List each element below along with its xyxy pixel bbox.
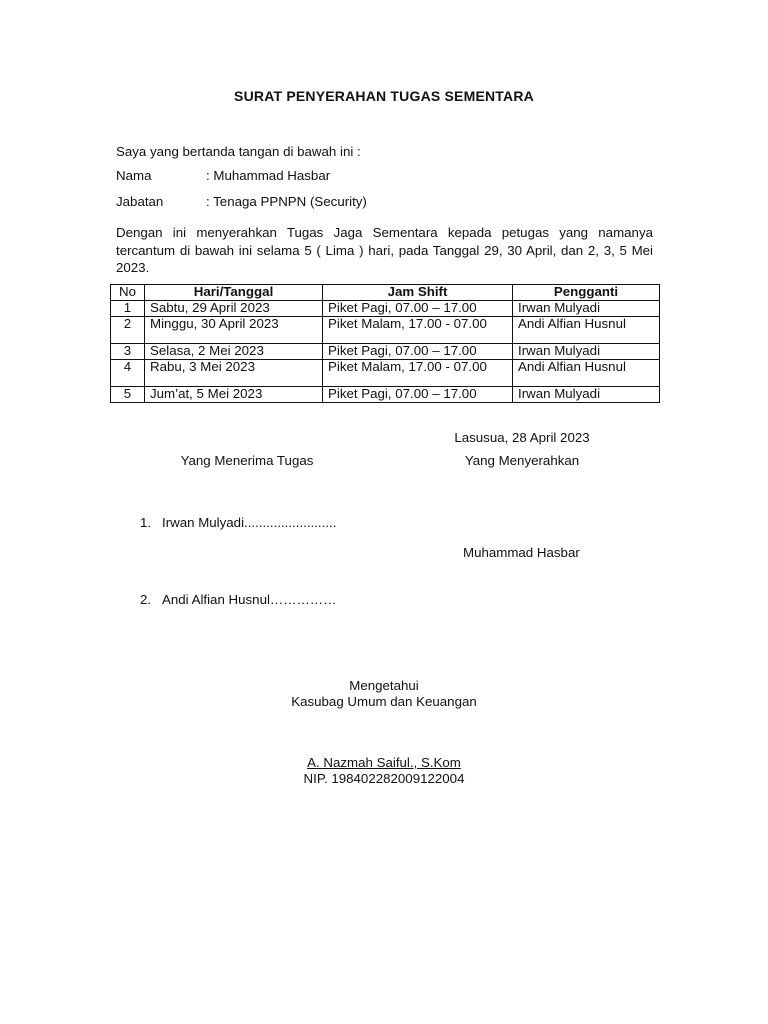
row-date: Sabtu, 29 April 2023 [145, 301, 323, 317]
row-shift: Piket Malam, 17.00 - 07.00 [323, 360, 513, 387]
giver-name: Muhammad Hasbar [463, 545, 580, 560]
row-replacement: Andi Alfian Husnul [513, 360, 660, 387]
row-no: 5 [111, 387, 145, 403]
name-label: Nama [116, 168, 152, 183]
row-replacement: Irwan Mulyadi [513, 344, 660, 360]
header-no: No [111, 285, 145, 301]
row-no: 2 [111, 317, 145, 344]
table-row [111, 344, 660, 360]
receiver-number: 2. [140, 592, 152, 607]
header-shift: Jam Shift [323, 285, 513, 301]
row-shift: Piket Malam, 17.00 - 07.00 [323, 317, 513, 344]
row-no: 1 [111, 301, 145, 317]
receiver-signature-line: Irwan Mulyadi......................... [162, 515, 337, 530]
row-no: 4 [111, 360, 145, 387]
position-value: : Tenaga PPNPN (Security) [206, 194, 367, 209]
row-no: 3 [111, 344, 145, 360]
row-date: Rabu, 3 Mei 2023 [145, 360, 323, 387]
letter-title: SURAT PENYERAHAN TUGAS SEMENTARA [234, 88, 534, 104]
name-value: : Muhammad Hasbar [206, 168, 331, 183]
header-replacement: Pengganti [513, 285, 660, 301]
table-row [111, 317, 660, 344]
table-header-row [111, 285, 660, 301]
acknowledgement-office: Kasubag Umum dan Keuangan [291, 694, 477, 709]
official-name-wrap [0, 755, 768, 770]
row-shift: Piket Pagi, 07.00 – 17.00 [323, 301, 513, 317]
row-replacement: Irwan Mulyadi [513, 387, 660, 403]
handover-paragraph: Dengan ini menyerahkan Tugas Jaga Sementara kepada petugas yang namanya tercantum di bawah ini selama 5 ( Lima ) hari, pada Tanggal 29, 30 April, dan 2, 3, 5 Mei 2023. [116, 225, 653, 275]
table-row [111, 360, 660, 387]
table-row [111, 301, 660, 317]
giver-heading: Yang Menyerahkan [464, 453, 580, 468]
receiver-signature-line: Andi Alfian Husnul…………… [162, 592, 337, 607]
official-nip: NIP. 198402282009122004 [303, 771, 465, 786]
row-date: Selasa, 2 Mei 2023 [145, 344, 323, 360]
intro-text: Saya yang bertanda tangan di bawah ini : [116, 144, 361, 159]
official-name: A. Nazmah Saiful., S.Kom [307, 755, 461, 770]
receiver-number: 1. [140, 515, 152, 530]
receiver-heading: Yang Menerima Tugas [180, 453, 314, 468]
row-replacement: Irwan Mulyadi [513, 301, 660, 317]
row-shift: Piket Pagi, 07.00 – 17.00 [323, 387, 513, 403]
position-label: Jabatan [116, 194, 164, 209]
place-date: Lasusua, 28 April 2023 [454, 430, 590, 445]
row-replacement: Andi Alfian Husnul [513, 317, 660, 344]
row-date: Jum’at, 5 Mei 2023 [145, 387, 323, 403]
acknowledgement-label: Mengetahui [349, 678, 419, 693]
row-date: Minggu, 30 April 2023 [145, 317, 323, 344]
table-row [111, 387, 660, 403]
shift-table [110, 284, 660, 403]
header-date: Hari/Tanggal [145, 285, 323, 301]
row-shift: Piket Pagi, 07.00 – 17.00 [323, 344, 513, 360]
